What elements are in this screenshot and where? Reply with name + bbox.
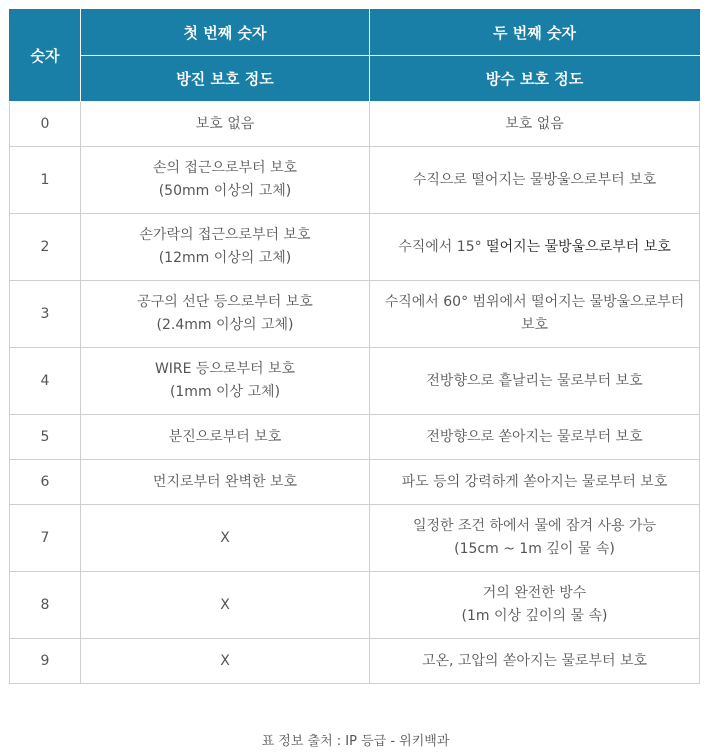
water-cell — [370, 639, 700, 684]
table-row — [10, 214, 700, 281]
water-cell — [370, 460, 700, 505]
dust-text: 공구의 선단 등으로부터 보호 — [137, 294, 313, 310]
dust-text: X — [220, 652, 230, 669]
water-text: 고온, 고압의 쏟아지는 물로부터 보호 — [421, 652, 648, 669]
table-row — [10, 505, 700, 572]
header-second-digit: 두 번째 숫자 — [370, 10, 700, 56]
dust-cell — [81, 572, 370, 639]
water-text: 전방향으로 흩날리는 물로부터 보호 — [426, 372, 643, 389]
dust-cell — [81, 415, 370, 460]
row-number: 9 — [10, 639, 81, 684]
water-text: 일정한 조건 하에서 물에 잠겨 사용 가능 — [412, 518, 657, 534]
water-cell — [370, 505, 700, 572]
water-cell — [370, 281, 700, 348]
water-cell — [370, 147, 700, 214]
water-cell — [370, 102, 700, 147]
water-text: 보호 — [520, 317, 549, 333]
water-text: (15cm ~ 1m 깊이 물 속) — [454, 541, 615, 557]
dust-text: 손의 접근으로부터 보호 — [152, 160, 298, 176]
water-text: 떨어지는 물방울으로부터 보호 — [486, 238, 671, 255]
water-text: 파도 등의 강력하게 쏟아지는 물로부터 보호 — [401, 473, 668, 490]
dust-cell — [81, 147, 370, 214]
dust-text: WIRE 등으로부터 보호 — [154, 361, 296, 377]
row-number: 6 — [10, 460, 81, 505]
table-row — [10, 639, 700, 684]
table-row — [10, 348, 700, 415]
water-text: 보호 없음 — [505, 115, 564, 132]
table-source-caption: 표 정보 출처 : IP 등급 - 위키백과 — [261, 734, 450, 749]
header-number: 숫자 — [10, 10, 81, 102]
row-number: 1 — [10, 147, 81, 214]
dust-text: 보호 없음 — [195, 115, 255, 132]
dust-text: 먼지로부터 완벽한 보호 — [152, 473, 298, 490]
water-cell — [370, 415, 700, 460]
water-text: 전방향으로 쏟아지는 물로부터 보호 — [426, 428, 643, 445]
table-row — [10, 147, 700, 214]
water-cell — [370, 348, 700, 415]
table-row — [10, 102, 700, 147]
dust-text: X — [220, 596, 230, 613]
dust-text: (1mm 이상 고체) — [169, 384, 281, 400]
water-cell — [370, 572, 700, 639]
header-water-protection: 방수 보호 정도 — [370, 56, 700, 102]
row-number: 4 — [10, 348, 81, 415]
dust-text: X — [220, 529, 230, 546]
water-text: 수직으로 떨어지는 물방울으로부터 보호 — [412, 171, 657, 188]
dust-cell — [81, 460, 370, 505]
water-text: (1m 이상 깊이의 물 속) — [461, 608, 608, 624]
water-text: 수직에서 60° 범위에서 떨어지는 물방울으로부터 — [384, 294, 685, 310]
dust-cell — [81, 639, 370, 684]
table-row — [10, 572, 700, 639]
header-first-digit: 첫 번째 숫자 — [81, 10, 370, 56]
row-number: 2 — [10, 214, 81, 281]
dust-text: (2.4mm 이상의 고체) — [156, 317, 294, 333]
dust-text: (50mm 이상의 고체) — [158, 183, 292, 199]
dust-text: 분진으로부터 보호 — [168, 428, 282, 445]
row-number: 0 — [10, 102, 81, 147]
row-number: 8 — [10, 572, 81, 639]
water-cell — [370, 214, 700, 281]
header-row-1 — [10, 10, 700, 56]
table-row — [10, 281, 700, 348]
dust-text: 손가락의 접근으로부터 보호 — [139, 227, 311, 243]
dust-cell — [81, 281, 370, 348]
dust-cell — [81, 102, 370, 147]
row-number: 7 — [10, 505, 81, 572]
dust-cell — [81, 348, 370, 415]
dust-cell — [81, 505, 370, 572]
water-text: 거의 완전한 방수 — [482, 585, 587, 601]
row-number: 3 — [10, 281, 81, 348]
water-text: 수직에서 15° — [398, 238, 487, 255]
ip-rating-table — [9, 9, 700, 684]
header-row-2 — [10, 56, 700, 102]
table-row — [10, 460, 700, 505]
dust-text: (12mm 이상의 고체) — [158, 250, 292, 266]
header-dust-protection: 방진 보호 정도 — [81, 56, 370, 102]
table-row — [10, 415, 700, 460]
row-number: 5 — [10, 415, 81, 460]
dust-cell — [81, 214, 370, 281]
